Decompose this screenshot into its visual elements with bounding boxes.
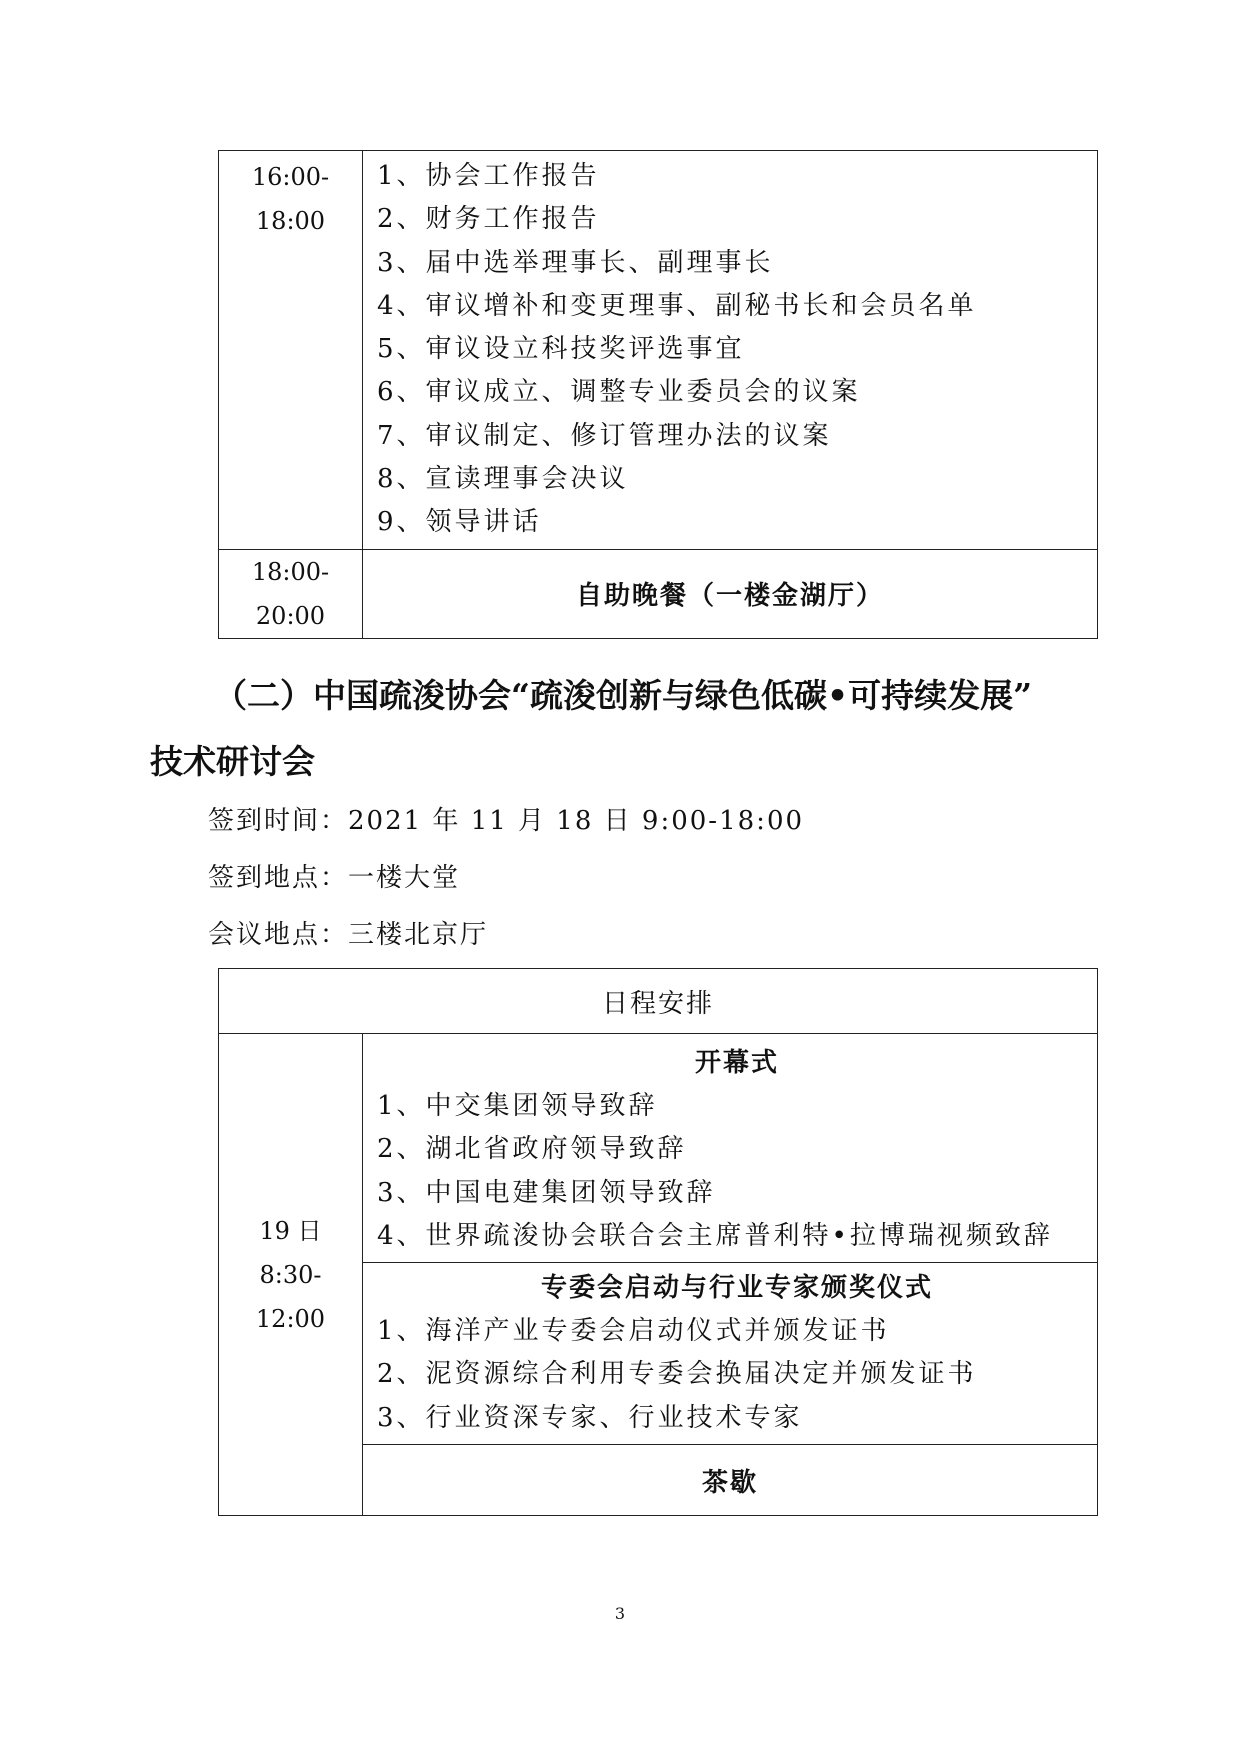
section-title-line2: 技术研讨会 bbox=[150, 742, 315, 781]
list-item: 8、宣读理事会决议 bbox=[377, 464, 629, 495]
list-item: 5、审议设立科技奖评选事宜 bbox=[377, 334, 745, 365]
time-day: 19 日 bbox=[259, 1216, 322, 1245]
agenda-items bbox=[363, 151, 1098, 550]
table-row bbox=[219, 1034, 1098, 1263]
list-item: 2、泥资源综合利用专委会换届决定并颁发证书 bbox=[377, 1359, 977, 1390]
time-end: 18:00 bbox=[255, 207, 326, 235]
list-item: 1、协会工作报告 bbox=[377, 161, 600, 191]
list-item: 7、审议制定、修订管理办法的议案 bbox=[377, 420, 832, 451]
break-cell: 茶歇 bbox=[363, 1445, 1098, 1516]
list-item: 2、湖北省政府领导致辞 bbox=[377, 1134, 687, 1165]
list-item: 9、领导讲话 bbox=[377, 507, 542, 538]
list-item: 1、中交集团领导致辞 bbox=[377, 1091, 658, 1121]
signin-place: 签到地点：一楼大堂 bbox=[208, 863, 461, 893]
list-item: 3、行业资深专家、行业技术专家 bbox=[377, 1402, 803, 1433]
schedule-table-2 bbox=[218, 968, 1098, 1516]
section-title-line1: （二）中国疏浚协会“疏浚创新与绿色低碳•可持续发展” bbox=[214, 676, 1033, 715]
list-item: 1、海洋产业专委会启动仪式并颁发证书 bbox=[377, 1316, 890, 1347]
time-start: 18:00- bbox=[251, 557, 330, 586]
time-cell bbox=[219, 549, 363, 638]
list-item: 2、财务工作报告 bbox=[377, 204, 600, 235]
list-item: 4、审议增补和变更理事、副秘书长和会员名单 bbox=[377, 290, 977, 321]
table-header-row bbox=[219, 969, 1098, 1034]
schedule-table-1 bbox=[218, 150, 1098, 639]
time-cell bbox=[219, 1034, 363, 1516]
table-row bbox=[219, 151, 1098, 550]
venue: 会议地点：三楼北京厅 bbox=[208, 920, 489, 950]
ceremony-title: 专委会启动与行业专家颁奖仪式 bbox=[540, 1273, 933, 1304]
time-end: 12:00 bbox=[255, 1304, 326, 1333]
opening-section bbox=[363, 1034, 1098, 1263]
time-start: 16:00- bbox=[251, 163, 330, 191]
ceremony-section bbox=[363, 1263, 1098, 1445]
list-item: 4、世界疏浚协会联合会主席普利特•拉博瑞视频致辞 bbox=[377, 1220, 1053, 1251]
page-number: 3 bbox=[614, 1604, 626, 1623]
time-end: 20:00 bbox=[255, 601, 326, 630]
list-item: 6、审议成立、调整专业委员会的议案 bbox=[377, 377, 861, 408]
opening-title: 开幕式 bbox=[694, 1048, 779, 1078]
table-row bbox=[219, 549, 1098, 638]
dinner-cell: 自助晚餐（一楼金湖厅） bbox=[363, 549, 1098, 638]
table-header: 日程安排 bbox=[219, 969, 1098, 1034]
list-item: 3、中国电建集团领导致辞 bbox=[377, 1177, 716, 1208]
signin-time: 签到时间：2021 年 11 月 18 日 9:00-18:00 bbox=[208, 806, 805, 836]
time-start: 8:30- bbox=[259, 1260, 322, 1289]
list-item: 3、届中选举理事长、副理事长 bbox=[377, 247, 774, 278]
time-cell bbox=[219, 151, 363, 550]
